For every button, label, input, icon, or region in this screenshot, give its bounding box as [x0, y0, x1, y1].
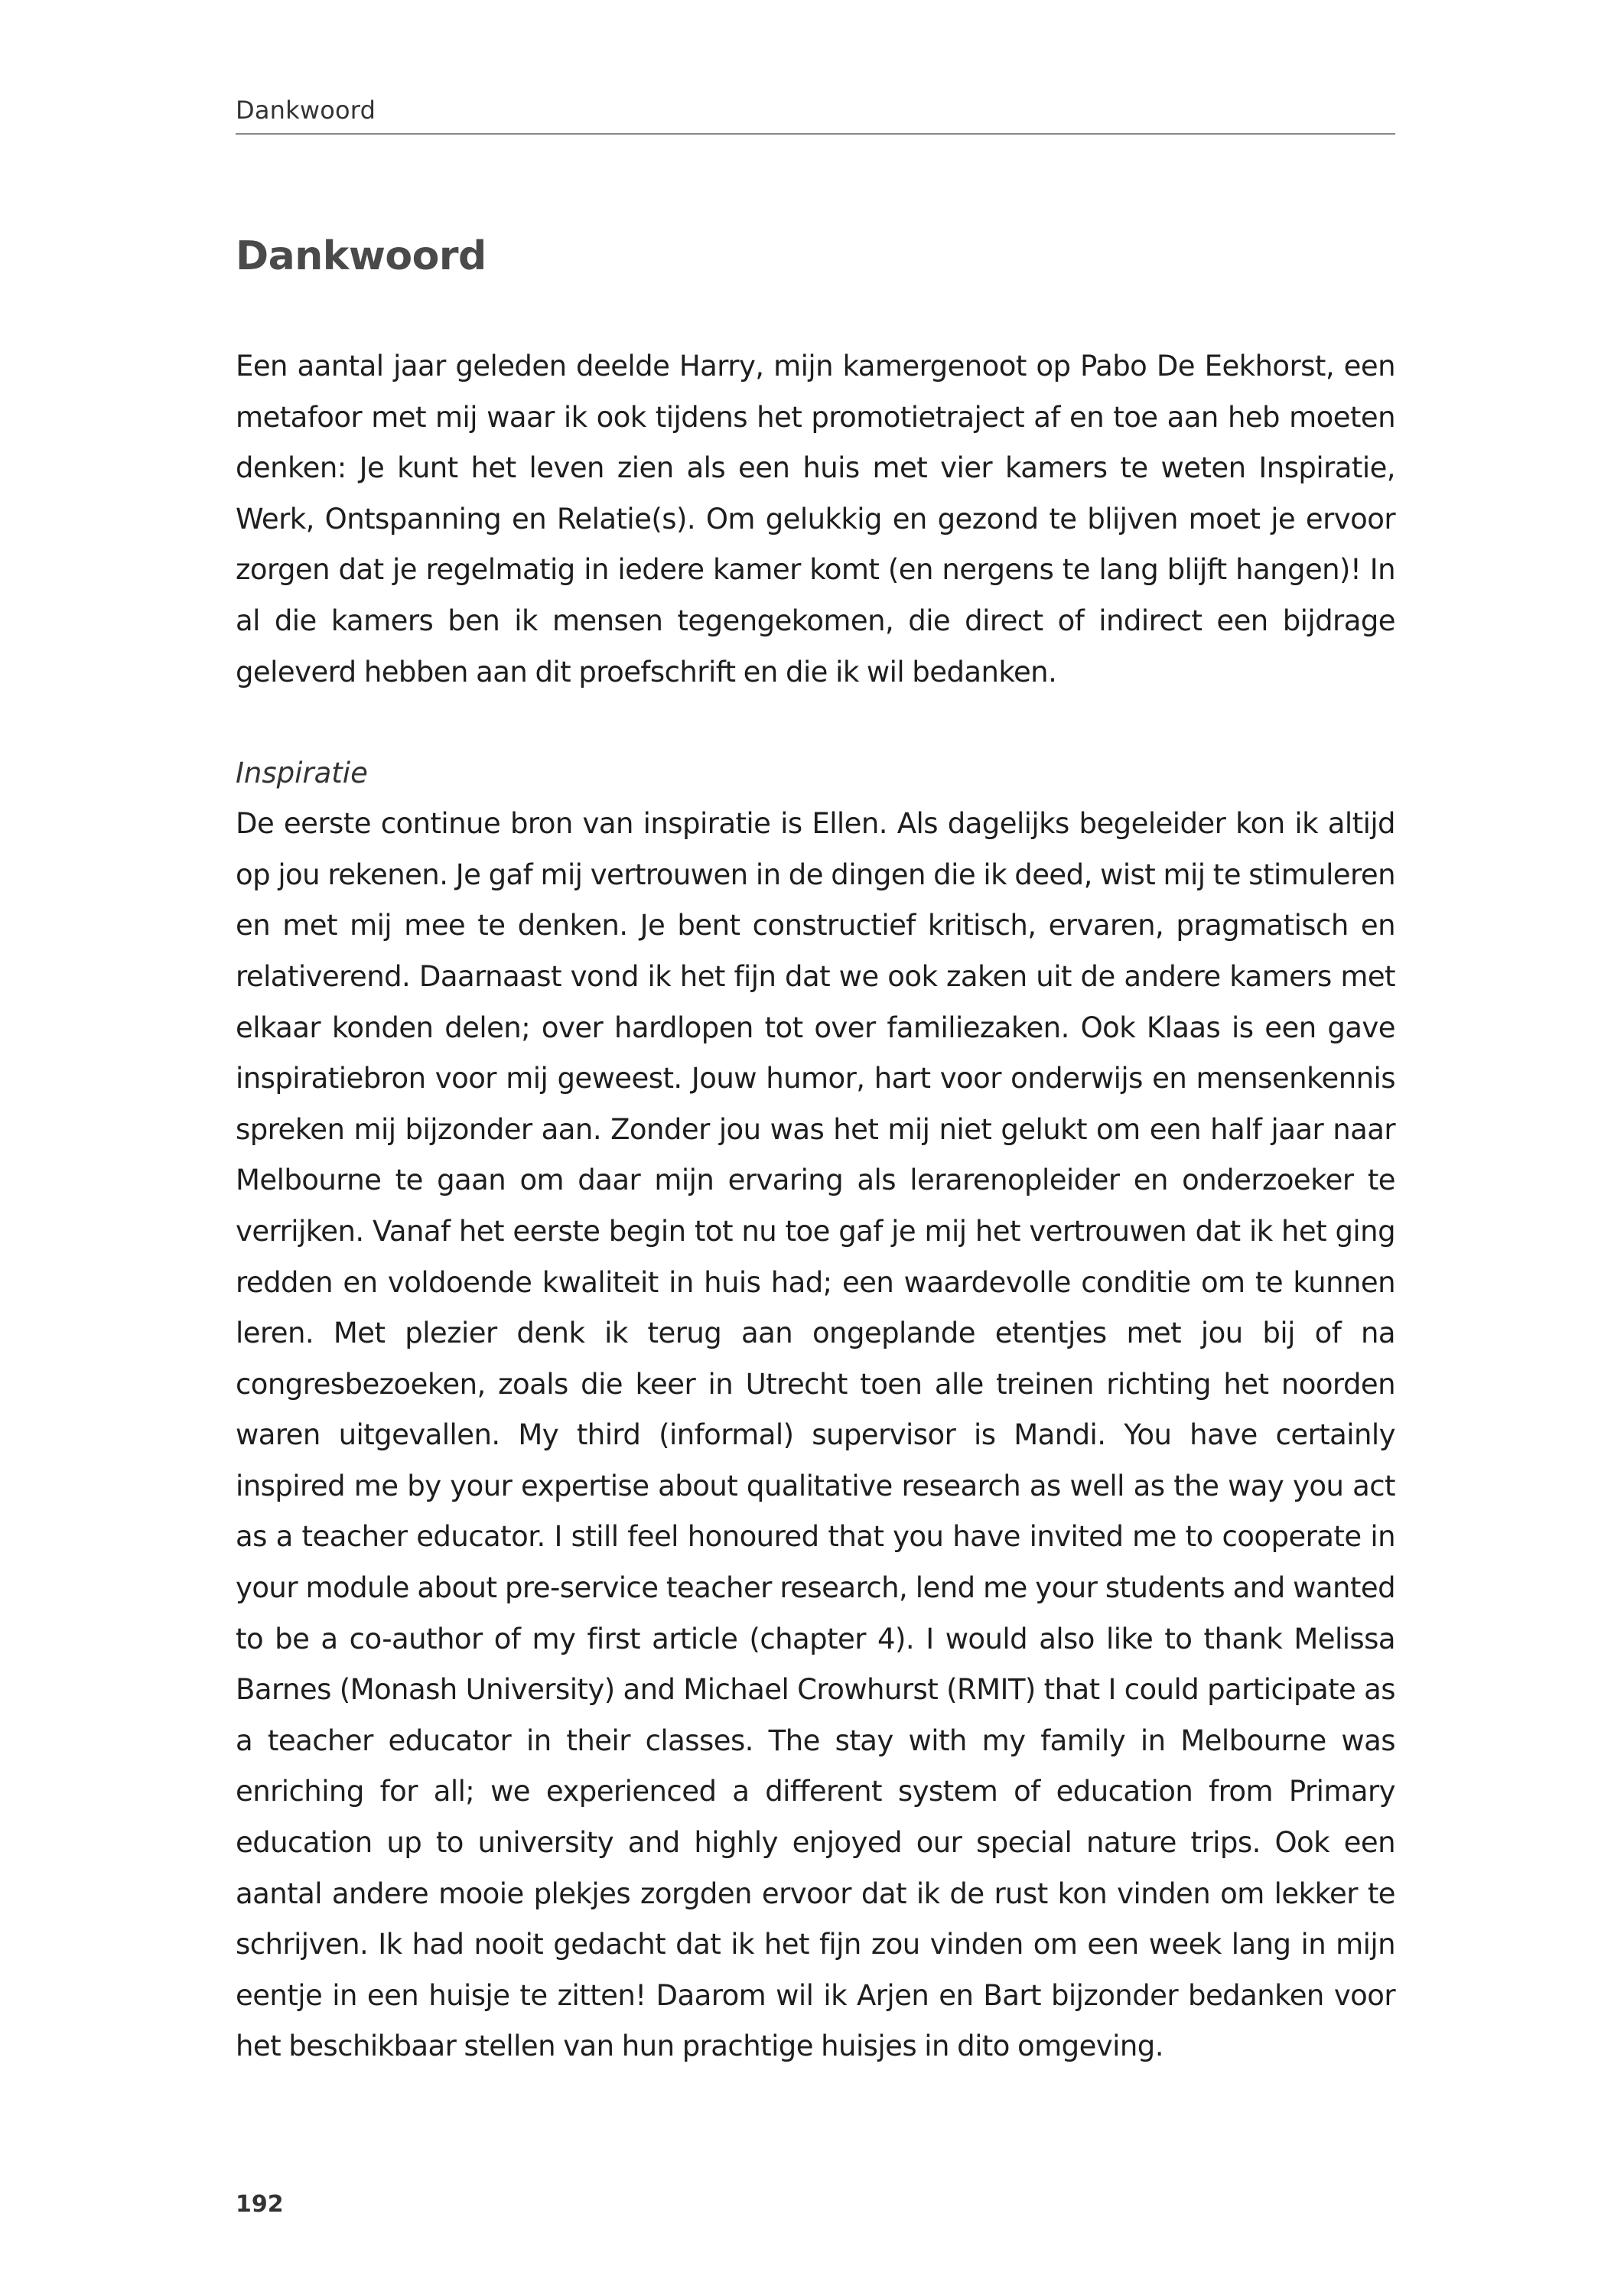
running-header [236, 95, 1395, 135]
chapter-title: Dankwoord [236, 233, 487, 279]
intro-paragraph: Een aantal jaar geleden deelde Harry, mijn kamergenoot op Pabo De Eekhorst, een metafoor met mij waar ik ook tijdens het promotietraject af en toe aan heb moeten denken: Je kunt het leven zien als een huis met vier kamers te weten Inspiratie, Werk, Ontspanning en Relatie(s). Om gelukkig en gezond te blijven moet je ervoor zorgen dat je regelmatig in iedere kamer komt (en nergens te lang blijft hangen)! In al die kamers ben ik mensen tegengekomen, die direct of indirect een bijdrage geleverd hebben aan dit proefschrift en die ik wil bedanken. [236, 350, 1395, 688]
page-number: 192 [236, 2191, 284, 2218]
running-header-title: Dankwoord [236, 96, 376, 125]
section-heading-inspiratie: Inspiratie [236, 757, 368, 790]
inspiratie-paragraph: De eerste continue bron van inspiratie is Ellen. Als dagelijks begeleider kon ik altijd op jou rekenen. Je gaf mij vertrouwen in de dingen die ik deed, wist mij te stimuleren en met mij mee te denken. Je bent constructief kritisch, ervaren, pragmatisch en relativerend. Daarnaast vond ik het fijn dat we ook zaken uit de andere kamers met elkaar konden delen; over hardlopen tot over familiezaken. Ook Klaas is een gave inspiratiebron voor mij geweest. Jouw humor, hart voor onderwijs en mensenkennis spreken mij bijzonder aan. Zonder jou was het mij niet gelukt om een half jaar naar Melbourne te gaan om daar mijn ervaring als lerarenopleider en onderzoeker te verrijken. Vanaf het eerste begin tot nu toe gaf je mij het vertrouwen dat ik het ging redden en voldoende kwaliteit in huis had; een waardevolle conditie om te kunnen leren. Met plezier denk ik terug aan ongeplande etentjes met jou bij of na congresbezoeken, zoals die keer in Utrecht toen alle treinen richting het noorden waren uitgevallen. My third (informal) supervisor is Mandi. You have certainly inspired me by your expertise about qualitative research as well as the way you act as a teacher educator. I still feel honoured that you have invited me to cooperate in your module about pre-service teacher research, lend me your students and wanted to be a co-author of my first article (chapter 4). I would also like to thank Melissa Barnes (Monash University) and Michael Crowhurst (RMIT) that I could participate as a teacher educator in their classes. The stay with my family in Melbourne was enriching for all; we experienced a different system of education from Primary education up to university and highly enjoyed our special nature trips. Ook een aantal andere mooie plekjes zorgden ervoor dat ik de rust kon vinden om lekker te schrijven. Ik had nooit gedacht dat ik het fijn zou vinden om een week lang in mijn eentje in een huisje te zitten! Daarom wil ik Arjen en Bart bijzonder bedanken voor het beschikbaar stellen van hun prachtige huisjes in dito omgeving. [236, 807, 1395, 2063]
body-text [236, 341, 1395, 2072]
